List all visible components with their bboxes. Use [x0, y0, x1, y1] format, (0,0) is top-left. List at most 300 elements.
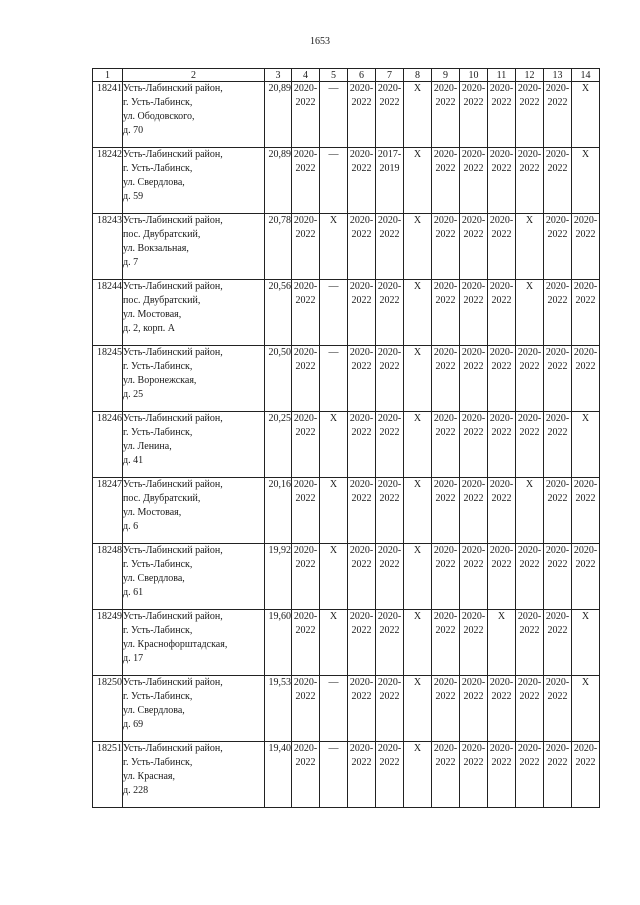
cell-text: —	[328, 149, 339, 160]
cell-text: 2022	[351, 493, 372, 504]
address-line: д. 7	[123, 257, 139, 268]
cell-text: 2020-	[517, 743, 542, 754]
cell-text: 2020-	[517, 83, 542, 94]
cell-text: 2020-	[293, 743, 318, 754]
cell-text: 2022	[491, 163, 512, 174]
cell-text: 2022	[547, 163, 568, 174]
period-cell-col-5	[320, 412, 348, 478]
cell-text: 2020-	[545, 215, 570, 226]
cell-text: 2022	[351, 427, 372, 438]
address-line: Усть-Лабинский район,	[123, 611, 223, 622]
period-cell-col-6	[348, 544, 376, 610]
cell-text: 2020-	[433, 545, 458, 556]
period-cell-col-14	[572, 148, 600, 214]
period-cell-col-9	[432, 148, 460, 214]
period-cell-col-13	[544, 346, 572, 412]
address-cell	[123, 742, 265, 808]
cell-text: 2020-	[573, 281, 598, 292]
cell-text: 2020-	[545, 545, 570, 556]
record-number: 18247	[93, 478, 123, 544]
column-header-5: 5	[320, 69, 348, 82]
cell-text: 2020-	[489, 479, 514, 490]
cell-text: 2022	[491, 757, 512, 768]
address-line: Усть-Лабинский район,	[123, 281, 223, 292]
record-number: 18242	[93, 148, 123, 214]
area-value: 20,25	[265, 412, 292, 478]
cell-text: X	[329, 611, 338, 622]
cell-text: 2020-	[377, 347, 402, 358]
cell-text: 2022	[351, 559, 372, 570]
column-header-14: 14	[572, 69, 600, 82]
period-cell-col-14	[572, 544, 600, 610]
cell-text: —	[328, 347, 339, 358]
cell-text: 2022	[547, 229, 568, 240]
cell-text: 2020-	[573, 743, 598, 754]
cell-text: 2022	[295, 691, 316, 702]
period-cell-col-8	[404, 412, 432, 478]
period-cell-col-11	[488, 214, 516, 280]
cell-text: 2022	[295, 295, 316, 306]
cell-text: 2022	[379, 559, 400, 570]
period-cell-col-6	[348, 610, 376, 676]
period-cell-col-8	[404, 82, 432, 148]
cell-text: 2022	[463, 295, 484, 306]
record-number: 18248	[93, 544, 123, 610]
cell-text: 2022	[379, 229, 400, 240]
cell-text: 2020-	[489, 545, 514, 556]
area-value: 19,40	[265, 742, 292, 808]
period-cell-col-10	[460, 544, 488, 610]
cell-text: 2020-	[349, 545, 374, 556]
cell-text: 2020-	[293, 215, 318, 226]
cell-text: 2020-	[377, 83, 402, 94]
period-cell-col-4	[292, 280, 320, 346]
area-value: 20,78	[265, 214, 292, 280]
cell-text: 2019	[379, 163, 400, 174]
record-number: 18244	[93, 280, 123, 346]
cell-text: 2022	[435, 757, 456, 768]
cell-text: 2020-	[517, 149, 542, 160]
cell-text: 2020-	[517, 347, 542, 358]
period-cell-col-7	[376, 478, 404, 544]
cell-text: 2022	[463, 493, 484, 504]
address-line: д. 228	[123, 785, 149, 796]
cell-text: 2022	[435, 361, 456, 372]
cell-text: 2020-	[461, 149, 486, 160]
period-cell-col-10	[460, 280, 488, 346]
period-cell-col-13	[544, 280, 572, 346]
cell-text: 2020-	[293, 413, 318, 424]
cell-text: 2020-	[349, 83, 374, 94]
cell-text: X	[413, 149, 422, 160]
period-cell-col-6	[348, 148, 376, 214]
table-row	[93, 478, 600, 544]
cell-text: 2020-	[433, 611, 458, 622]
period-cell-col-14	[572, 280, 600, 346]
cell-text: 2020-	[545, 611, 570, 622]
period-cell-col-8	[404, 742, 432, 808]
area-value: 19,92	[265, 544, 292, 610]
area-value: 20,50	[265, 346, 292, 412]
period-cell-col-12	[516, 478, 544, 544]
period-cell-col-4	[292, 742, 320, 808]
address-line: г. Усть-Лабинск,	[123, 559, 193, 570]
cell-text: 2020-	[433, 83, 458, 94]
cell-text: 2022	[491, 559, 512, 570]
period-cell-col-4	[292, 82, 320, 148]
period-cell-col-7	[376, 412, 404, 478]
cell-text: 2022	[547, 757, 568, 768]
cell-text: 2020-	[545, 83, 570, 94]
cell-text: 2022	[519, 427, 540, 438]
period-cell-col-14	[572, 214, 600, 280]
cell-text: X	[329, 215, 338, 226]
cell-text: 2022	[435, 163, 456, 174]
cell-text: 2020-	[433, 347, 458, 358]
table-row	[93, 280, 600, 346]
cell-text: 2020-	[293, 677, 318, 688]
record-number: 18246	[93, 412, 123, 478]
cell-text: 2020-	[433, 677, 458, 688]
cell-text: 2022	[547, 295, 568, 306]
area-value: 20,89	[265, 148, 292, 214]
address-cell	[123, 214, 265, 280]
address-line: Усть-Лабинский район,	[123, 479, 223, 490]
period-cell-col-7	[376, 148, 404, 214]
address-line: пос. Двубратский,	[123, 229, 201, 240]
period-cell-col-14	[572, 676, 600, 742]
cell-text: 2022	[575, 757, 596, 768]
period-cell-col-13	[544, 544, 572, 610]
period-cell-col-9	[432, 82, 460, 148]
cell-text: 2022	[351, 229, 372, 240]
period-cell-col-5	[320, 676, 348, 742]
period-cell-col-9	[432, 610, 460, 676]
cell-text: 2022	[351, 757, 372, 768]
cell-text: 2020-	[461, 413, 486, 424]
period-cell-col-11	[488, 610, 516, 676]
period-cell-col-13	[544, 610, 572, 676]
cell-text: 2020-	[461, 611, 486, 622]
period-cell-col-5	[320, 544, 348, 610]
cell-text: X	[413, 611, 422, 622]
address-line: ул. Свердлова,	[123, 573, 185, 584]
cell-text: 2022	[295, 757, 316, 768]
cell-text: 2022	[575, 559, 596, 570]
period-cell-col-8	[404, 346, 432, 412]
period-cell-col-10	[460, 478, 488, 544]
cell-text: 2022	[351, 163, 372, 174]
cell-text: 2022	[295, 493, 316, 504]
cell-text: 2022	[463, 229, 484, 240]
cell-text: 2020-	[545, 281, 570, 292]
cell-text: —	[328, 743, 339, 754]
period-cell-col-13	[544, 478, 572, 544]
cell-text: 2020-	[461, 215, 486, 226]
area-value: 20,89	[265, 82, 292, 148]
address-line: пос. Двубратский,	[123, 493, 201, 504]
period-cell-col-13	[544, 676, 572, 742]
cell-text: X	[581, 83, 590, 94]
address-line: д. 61	[123, 587, 144, 598]
period-cell-col-10	[460, 742, 488, 808]
cell-text: 2020-	[349, 413, 374, 424]
area-value: 20,56	[265, 280, 292, 346]
cell-text: 2022	[351, 361, 372, 372]
record-number: 18245	[93, 346, 123, 412]
period-cell-col-6	[348, 742, 376, 808]
period-cell-col-14	[572, 610, 600, 676]
cell-text: 2022	[295, 229, 316, 240]
cell-text: 2020-	[489, 281, 514, 292]
period-cell-col-10	[460, 148, 488, 214]
cell-text: 2022	[519, 163, 540, 174]
period-cell-col-7	[376, 346, 404, 412]
period-cell-col-13	[544, 148, 572, 214]
period-cell-col-5	[320, 148, 348, 214]
period-cell-col-5	[320, 610, 348, 676]
period-cell-col-6	[348, 82, 376, 148]
record-number: 18249	[93, 610, 123, 676]
cell-text: 2020-	[349, 281, 374, 292]
period-cell-col-13	[544, 742, 572, 808]
cell-text: 2022	[463, 163, 484, 174]
address-line: ул. Свердлова,	[123, 705, 185, 716]
period-cell-col-12	[516, 346, 544, 412]
cell-text: X	[413, 215, 422, 226]
cell-text: X	[413, 83, 422, 94]
period-cell-col-14	[572, 742, 600, 808]
column-header-11: 11	[488, 69, 516, 82]
table-row	[93, 82, 600, 148]
cell-text: X	[413, 677, 422, 688]
column-header-1: 1	[93, 69, 123, 82]
cell-text: 2022	[575, 361, 596, 372]
cell-text: 2020-	[461, 83, 486, 94]
cell-text: 2022	[491, 493, 512, 504]
address-line: г. Усть-Лабинск,	[123, 361, 193, 372]
period-cell-col-9	[432, 544, 460, 610]
cell-text: X	[413, 743, 422, 754]
cell-text: 2022	[463, 625, 484, 636]
period-cell-col-11	[488, 280, 516, 346]
cell-text: 2020-	[545, 743, 570, 754]
cell-text: 2022	[547, 97, 568, 108]
cell-text: X	[413, 281, 422, 292]
cell-text: 2022	[379, 757, 400, 768]
cell-text: X	[329, 545, 338, 556]
cell-text: 2020-	[545, 413, 570, 424]
cell-text: 2020-	[433, 281, 458, 292]
address-cell	[123, 280, 265, 346]
cell-text: 2022	[519, 757, 540, 768]
cell-text: 2020-	[349, 347, 374, 358]
cell-text: 2020-	[349, 149, 374, 160]
address-line: Усть-Лабинский район,	[123, 413, 223, 424]
cell-text: 2020-	[489, 83, 514, 94]
address-line: д. 69	[123, 719, 144, 730]
cell-text: 2022	[351, 691, 372, 702]
period-cell-col-10	[460, 676, 488, 742]
cell-text: 2020-	[293, 281, 318, 292]
period-cell-col-7	[376, 742, 404, 808]
period-cell-col-4	[292, 610, 320, 676]
cell-text: X	[525, 215, 534, 226]
cell-text: 2022	[435, 295, 456, 306]
cell-text: 2022	[491, 361, 512, 372]
period-cell-col-14	[572, 478, 600, 544]
address-line: д. 41	[123, 455, 144, 466]
cell-text: 2022	[491, 691, 512, 702]
cell-text: 2020-	[517, 611, 542, 622]
cell-text: 2022	[295, 625, 316, 636]
cell-text: 2022	[295, 361, 316, 372]
table-row	[93, 544, 600, 610]
address-line: Усть-Лабинский район,	[123, 215, 223, 226]
period-cell-col-12	[516, 742, 544, 808]
cell-text: 2020-	[573, 215, 598, 226]
housing-register-table	[92, 68, 600, 808]
column-header-7: 7	[376, 69, 404, 82]
cell-text: 2020-	[349, 611, 374, 622]
address-line: ул. Вокзальная,	[123, 243, 189, 254]
period-cell-col-11	[488, 82, 516, 148]
table-row	[93, 412, 600, 478]
address-cell	[123, 346, 265, 412]
cell-text: 2020-	[377, 743, 402, 754]
cell-text: 2022	[547, 427, 568, 438]
cell-text: 2020-	[433, 479, 458, 490]
cell-text: 2020-	[377, 611, 402, 622]
period-cell-col-6	[348, 478, 376, 544]
period-cell-col-7	[376, 676, 404, 742]
cell-text: 2020-	[377, 413, 402, 424]
cell-text: X	[581, 677, 590, 688]
cell-text: X	[581, 611, 590, 622]
period-cell-col-9	[432, 742, 460, 808]
cell-text: 2022	[463, 97, 484, 108]
cell-text: 2020-	[433, 215, 458, 226]
period-cell-col-6	[348, 412, 376, 478]
period-cell-col-8	[404, 280, 432, 346]
cell-text: 2020-	[433, 743, 458, 754]
period-cell-col-5	[320, 280, 348, 346]
column-header-3: 3	[265, 69, 292, 82]
address-line: пос. Двубратский,	[123, 295, 201, 306]
period-cell-col-11	[488, 742, 516, 808]
table-row	[93, 346, 600, 412]
cell-text: 2020-	[293, 545, 318, 556]
address-line: ул. Мостовая,	[123, 507, 182, 518]
address-line: ул. Ленина,	[123, 441, 172, 452]
area-value: 19,53	[265, 676, 292, 742]
period-cell-col-6	[348, 214, 376, 280]
address-line: д. 70	[123, 125, 144, 136]
period-cell-col-10	[460, 214, 488, 280]
record-number: 18250	[93, 676, 123, 742]
cell-text: X	[581, 413, 590, 424]
cell-text: X	[413, 413, 422, 424]
cell-text: 2022	[519, 361, 540, 372]
period-cell-col-10	[460, 82, 488, 148]
cell-text: 2022	[295, 559, 316, 570]
cell-text: 2020-	[293, 479, 318, 490]
cell-text: 2022	[491, 229, 512, 240]
cell-text: 2020-	[293, 611, 318, 622]
address-line: д. 25	[123, 389, 144, 400]
address-line: г. Усть-Лабинск,	[123, 691, 193, 702]
address-line: Усть-Лабинский район,	[123, 83, 223, 94]
cell-text: 2022	[435, 427, 456, 438]
cell-text: 2022	[547, 559, 568, 570]
period-cell-col-11	[488, 676, 516, 742]
period-cell-col-13	[544, 82, 572, 148]
cell-text: 2022	[379, 361, 400, 372]
cell-text: 2020-	[461, 743, 486, 754]
cell-text: 2022	[463, 757, 484, 768]
area-value: 19,60	[265, 610, 292, 676]
cell-text: 2020-	[461, 545, 486, 556]
cell-text: 2022	[519, 97, 540, 108]
cell-text: 2020-	[489, 149, 514, 160]
address-cell	[123, 412, 265, 478]
column-number-header-row	[93, 69, 600, 82]
cell-text: 2022	[295, 427, 316, 438]
address-line: ул. Ободовского,	[123, 111, 195, 122]
cell-text: 2020-	[489, 215, 514, 226]
cell-text: 2017-	[377, 149, 402, 160]
table-row	[93, 742, 600, 808]
period-cell-col-10	[460, 610, 488, 676]
period-cell-col-11	[488, 148, 516, 214]
cell-text: 2022	[379, 691, 400, 702]
address-line: ул. Красная,	[123, 771, 175, 782]
cell-text: 2022	[435, 97, 456, 108]
period-cell-col-12	[516, 280, 544, 346]
cell-text: 2022	[379, 97, 400, 108]
address-cell	[123, 544, 265, 610]
period-cell-col-14	[572, 346, 600, 412]
cell-text: 2022	[463, 691, 484, 702]
cell-text: 2020-	[293, 149, 318, 160]
cell-text: 2020-	[377, 281, 402, 292]
period-cell-col-8	[404, 214, 432, 280]
period-cell-col-7	[376, 214, 404, 280]
cell-text: 2022	[547, 361, 568, 372]
cell-text: 2020-	[517, 413, 542, 424]
cell-text: 2022	[519, 559, 540, 570]
period-cell-col-7	[376, 544, 404, 610]
page-number: 1653	[310, 36, 330, 47]
cell-text: 2022	[463, 427, 484, 438]
address-line: г. Усть-Лабинск,	[123, 163, 193, 174]
period-cell-col-9	[432, 412, 460, 478]
cell-text: 2022	[491, 427, 512, 438]
period-cell-col-10	[460, 412, 488, 478]
cell-text: 2020-	[433, 149, 458, 160]
period-cell-col-8	[404, 610, 432, 676]
period-cell-col-6	[348, 280, 376, 346]
table-row	[93, 148, 600, 214]
period-cell-col-8	[404, 544, 432, 610]
cell-text: 2022	[435, 625, 456, 636]
cell-text: 2020-	[293, 347, 318, 358]
address-line: Усть-Лабинский район,	[123, 347, 223, 358]
column-header-6: 6	[348, 69, 376, 82]
cell-text: 2022	[379, 427, 400, 438]
cell-text: 2020-	[377, 677, 402, 688]
cell-text: X	[413, 347, 422, 358]
